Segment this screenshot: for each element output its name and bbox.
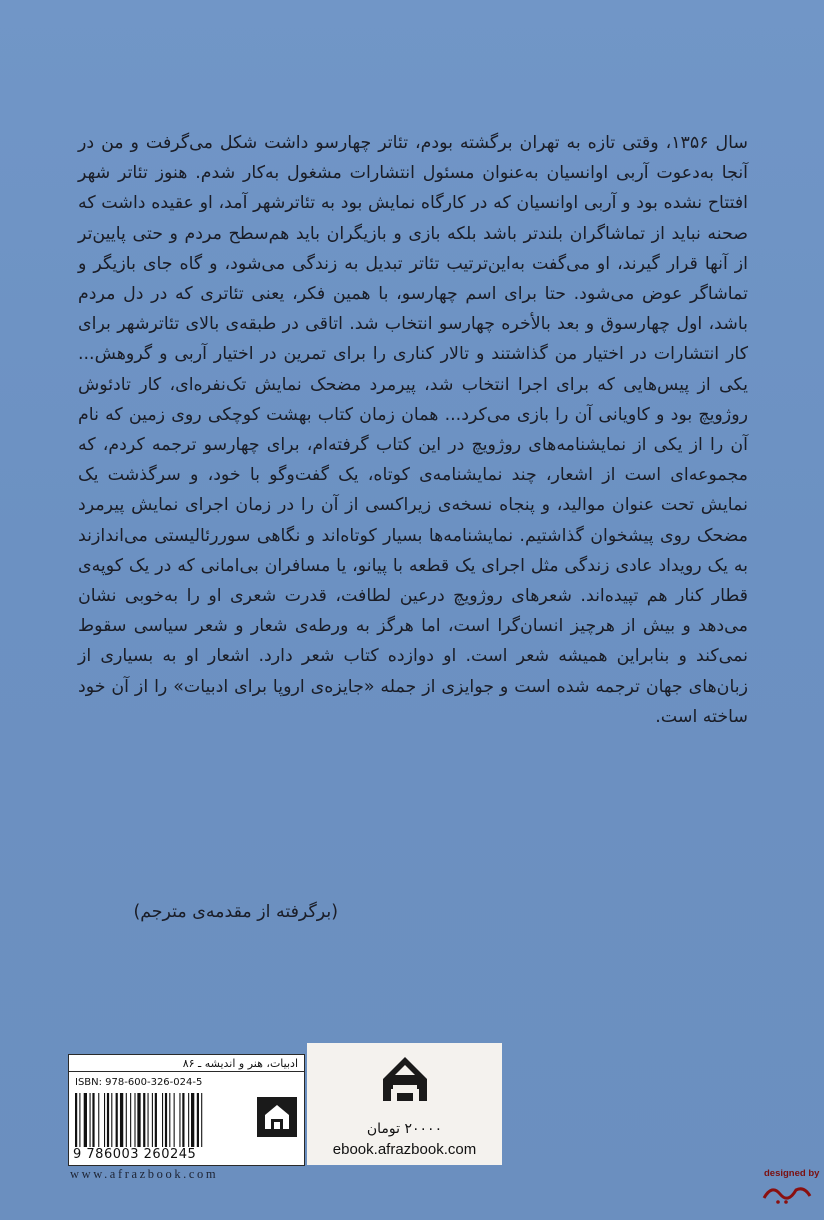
website-url[interactable]: www.afrazbook.com — [70, 1167, 219, 1181]
ebook-url[interactable]: ebook.afrazbook.com — [332, 1141, 477, 1158]
blurb-paragraph: سال ۱۳۵۶، وقتی تازه به تهران برگشته بودم، تئاتر چهارسو داشت شکل می‌گرفت و من در آنجا به‌دعوت آربی اوانسیان به‌عنوان مسئول انتشارات مشغول به‌کار شدم. هنوز تئاتر شهر افتتاح نشده بود و آربی اوانسیان که در کارگاه نمایش بود به تئاترشهر آمد، او عقیده داشت که صحنه نباید از تماشاگران بلندتر باشد بلکه بازی و بازیگران باید هم‌سطح مردم و حتی پایین‌تر از آنها قرار گیرند، او می‌گفت به‌این‌ترتیب تئاتر تبدیل به زندگی می‌شود، و گاه جای بازیگر و تماشاگر عوض می‌شود. حتا برای اسم چهارسو، با همین فکر، یعنی تئاتری که در دل مردم باشد، اول چهارسوق و بعد بالأخره چهارسو انتخاب شد. اتاقی در طبقه‌ی بالای تئاترشهر برای کار انتشارات در اختیار من گذاشتند و تالار کناری را برای تمرین در اختیار آربی و گروهش... یکی از پیس‌هایی که برای اجرا انتخاب شد، پیرمرد مضحک نمایش تک‌نفره‌ای، کار تادئوش روژویچ بود و کاویانی آن را بازی می‌کرد... همان زمان کتاب بهشت کوچکی روی زمین که نام آن را از یکی از نمایشنامه‌های روژویچ در این کتاب گرفته‌ام، برای چهارسو ترجمه کردم، که مجموعه‌ای است از اشعار، چند نمایشنامه‌ی کوتاه، یک گفت‌وگو با خود، و سرگذشت یک نمایش تحت عنوان موالید، و پنجاه نسخه‌ی زیراکسی از آن را در زمان اجرای نمایش پیرمرد مضحک روی پیشخوان گذاشتیم. نمایشنامه‌ها بسیار کوتاه‌اند و نگاهی سوررئالیستی می‌اندازند به یک رویداد عادی زندگی مثل اجرای یک قطعه با پیانو، یا مسافران بی‌امانی که در یک کوپه‌ی قطار کنار هم تپیده‌اند. شعرهای روژویچ درعین لطافت، قدرت شعری او را به‌خوبی نشان می‌دهد و بیش از هرچیز انسان‌گرا است، اما هرگز به ورطه‌ی شعار و شعر سیاسی سقوط نمی‌کند و بنابراین همیشه شعر است. او دوازده کتاب شعر دارد. اشعار او به بسیاری از زبان‌های جهان ترجمه شده است و جوایزی از جمله «جایزه‌ی اروپا برای ادبیات» را از آن خود ساخته است. — [78, 133, 748, 727]
series-label: ادبیات، هنر و اندیشه ـ ۸۶ — [69, 1055, 304, 1072]
price-text: ۲۰۰۰۰ تومان — [366, 1121, 443, 1137]
designer-signature-icon — [756, 1180, 816, 1208]
source-note: (برگرفته از مقدمه‌ی مترجم) — [133, 902, 338, 922]
barcode-bars — [75, 1093, 245, 1147]
isbn-text: ISBN: 978-600-326-024-5 — [75, 1077, 203, 1088]
barcode-digits: 9 786003 260245 — [73, 1147, 197, 1162]
afraz-logo-icon — [375, 1049, 435, 1109]
barcode-block — [68, 1054, 305, 1166]
price-sticker — [307, 1043, 502, 1165]
designed-by-label: designed by — [764, 1168, 820, 1179]
publisher-logo-icon — [255, 1095, 299, 1139]
